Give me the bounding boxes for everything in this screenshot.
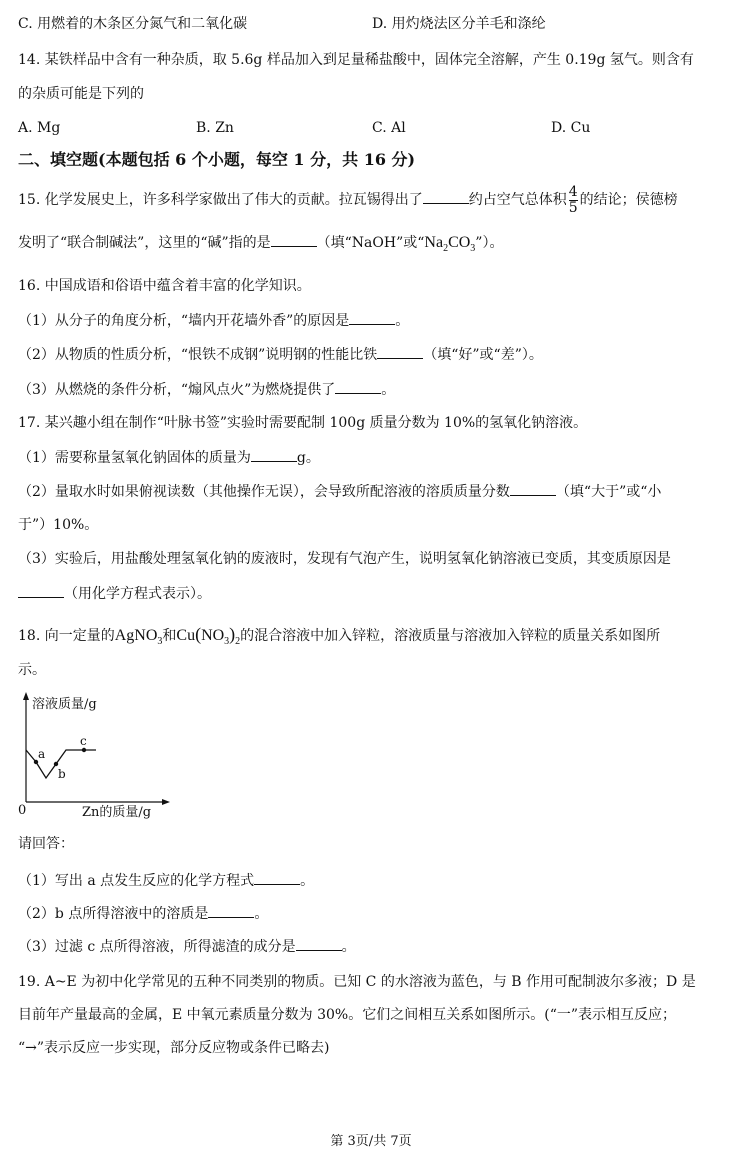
paren-close: ) (229, 624, 236, 644)
q15-text-2: 约占空气总体积 (468, 192, 567, 208)
q16-sub2-text: （2）从物质的性质分析，“恨铁不成钢”说明钢的性能比铁 (18, 347, 378, 363)
point-c-label: c (80, 734, 87, 748)
formula-subscript: 2 (443, 243, 449, 254)
formula-na: Na (424, 234, 444, 251)
q18-graph (16, 690, 176, 822)
q17-sub2-cont: 于”）10%。 (18, 517, 99, 533)
formula-subscript: 3 (224, 636, 230, 647)
q14-stem-line2: 的杂质可能是下列的 (18, 86, 144, 102)
paren-open: ( (195, 624, 202, 644)
q18-ask: 请回答： (18, 836, 74, 852)
q15-blank-2 (271, 232, 317, 247)
fraction-denominator: 5 (568, 199, 578, 216)
q15-text-5: （填“NaOH”或“ (316, 235, 425, 251)
formula-agno3 (114, 627, 163, 647)
q19-stem-line3: “→”表示反应一步实现，部分反应物或条件已略去) (18, 1040, 330, 1056)
q18-sub1-text: （1）写出 a 点发生反应的化学方程式 (18, 873, 255, 889)
q18-sub3 (18, 936, 730, 957)
q15-text-3: 的结论；侯德榜 (579, 192, 678, 208)
q16-sub3-end: 。 (381, 382, 396, 398)
q17-blank-1 (251, 447, 297, 462)
y-axis-arrow (23, 692, 29, 700)
q14-stem-line1: 14. 某铁样品中含有一种杂质，取 5.6g 样品加入到足量稀盐酸中，固体完全溶解，产生 0.19g 氢气。则含有 (18, 52, 694, 68)
q18-sub1 (18, 870, 730, 891)
q17-sub1-text: （1）需要称量氢氧化钠固体的质量为 (18, 450, 251, 466)
q16-sub2-end: （填“好”或“差”）。 (423, 347, 543, 363)
q15-line1 (18, 182, 730, 218)
q15-text-4: 发明了“联合制碱法”，这里的“碱”指的是 (18, 235, 271, 251)
x-axis-label: Zn的质量/g (82, 805, 152, 820)
q17-stem: 17. 某兴趣小组在制作“叶脉书签”实验时需要配制 100g 质量分数为 10%的氢氧化钠溶液。 (18, 415, 588, 431)
formula-cu: Cu (176, 627, 196, 644)
q18-blank-3 (296, 936, 342, 951)
q16-sub3-text: （3）从燃烧的条件分析，“煽风点火”为燃烧提供了 (18, 382, 336, 398)
point-b-label: b (58, 767, 66, 781)
q14-option-b: B. Zn (196, 120, 234, 136)
q14-option-a: A. Mg (18, 120, 61, 136)
q18-stem-line2: 示。 (18, 662, 46, 678)
q17-sub1-end: g。 (296, 450, 320, 466)
q18-text-2: 和 (162, 628, 177, 644)
q17-sub2-end: （填“大于”或“小 (555, 484, 662, 500)
section-heading: 二、填空题(本题包括 6 个小题，每空 1 分，共 16 分) (18, 150, 416, 169)
q18-sub2-end: 。 (254, 906, 269, 922)
x-axis-arrow (162, 799, 170, 805)
formula-subscript: 3 (157, 636, 163, 647)
q16-sub1-end: 。 (395, 313, 410, 329)
fraction-numerator: 4 (568, 183, 578, 200)
q14-option-c: C. Al (372, 120, 406, 136)
q15-blank-1 (423, 189, 469, 204)
q15-text-1: 15. 化学发展史上，许多科学家做出了伟大的贡献。拉瓦锡得出了 (18, 192, 423, 208)
formula-agno: AgNO (114, 627, 158, 644)
q18-sub3-text: （3）过滤 c 点所得溶液，所得滤渣的成分是 (18, 939, 296, 955)
q16-sub2 (18, 344, 730, 365)
q15-line2 (18, 232, 730, 255)
point-a-label: a (38, 747, 46, 761)
q18-text-1: 18. 向一定量的 (18, 628, 115, 644)
q17-sub3: （3）实验后，用盐酸处理氢氧化钠的废液时，发现有气泡产生，说明氢氧化钠溶液已变质，其变质原因是 (18, 551, 671, 567)
q18-stem-line1 (18, 620, 730, 648)
q18-blank-2 (208, 903, 254, 918)
q18-text-3: 的混合溶液中加入锌粒，溶液质量与溶液加入锌粒的质量关系如图所 (240, 628, 661, 644)
q17-sub2-text: （2）量取水时如果俯视读数（其他操作无误），会导致所配溶液的溶质质量分数 (18, 484, 510, 500)
q16-blank-2 (377, 344, 423, 359)
q16-sub3 (18, 379, 730, 400)
q15-text-6: ”）。 (475, 235, 504, 251)
q15-fraction (569, 185, 578, 216)
q16-blank-3 (335, 379, 381, 394)
q13-option-d: D. 用灼烧法区分羊毛和涤纶 (372, 16, 546, 32)
formula-co: CO (448, 234, 471, 251)
origin-label: 0 (18, 803, 27, 818)
q16-sub1-text: （1）从分子的角度分析，“墙内开花墙外香”的原因是 (18, 313, 350, 329)
q18-sub1-end: 。 (300, 873, 315, 889)
q17-sub2 (18, 481, 730, 502)
q17-blank-3 (18, 583, 64, 598)
q18-sub3-end: 。 (341, 939, 356, 955)
q19-stem-line2: 目前年产量最高的金属，E 中氧元素质量分数为 30%。它们之间相互关系如图所示。(“一”表示相互反应； (18, 1007, 677, 1023)
y-axis-label: 溶液质量/g (32, 697, 97, 712)
formula-cuno32 (176, 624, 241, 647)
q16-sub1 (18, 310, 730, 331)
point-b-marker (54, 762, 58, 766)
q17-sub1 (18, 447, 730, 468)
page-number: 第 3页/共 7页 (330, 1134, 412, 1149)
formula-subscript: 2 (235, 636, 241, 647)
q17-sub3-end: （用化学方程式表示）。 (64, 586, 211, 602)
q18-sub2-text: （2）b 点所得溶液中的溶质是 (18, 906, 209, 922)
formula-no: NO (201, 627, 225, 644)
formula-subscript: 3 (470, 243, 476, 254)
q16-stem: 16. 中国成语和俗语中蕴含着丰富的化学知识。 (18, 278, 311, 294)
formula-na2co3 (424, 234, 476, 254)
q19-stem-line1: 19. A~E 为初中化学常见的五种不同类别的物质。已知 C 的水溶液为蓝色，与 B 作用可配制波尔多液；D 是 (18, 974, 696, 990)
point-c-marker (82, 748, 86, 752)
q18-blank-1 (254, 870, 300, 885)
q16-blank-1 (349, 310, 395, 325)
q17-sub3-cont (18, 583, 730, 604)
q13-option-c: C. 用燃着的木条区分氮气和二氧化碳 (18, 16, 248, 32)
q17-blank-2 (510, 481, 556, 496)
q14-option-d: D. Cu (551, 120, 591, 136)
q18-sub2 (18, 903, 730, 924)
